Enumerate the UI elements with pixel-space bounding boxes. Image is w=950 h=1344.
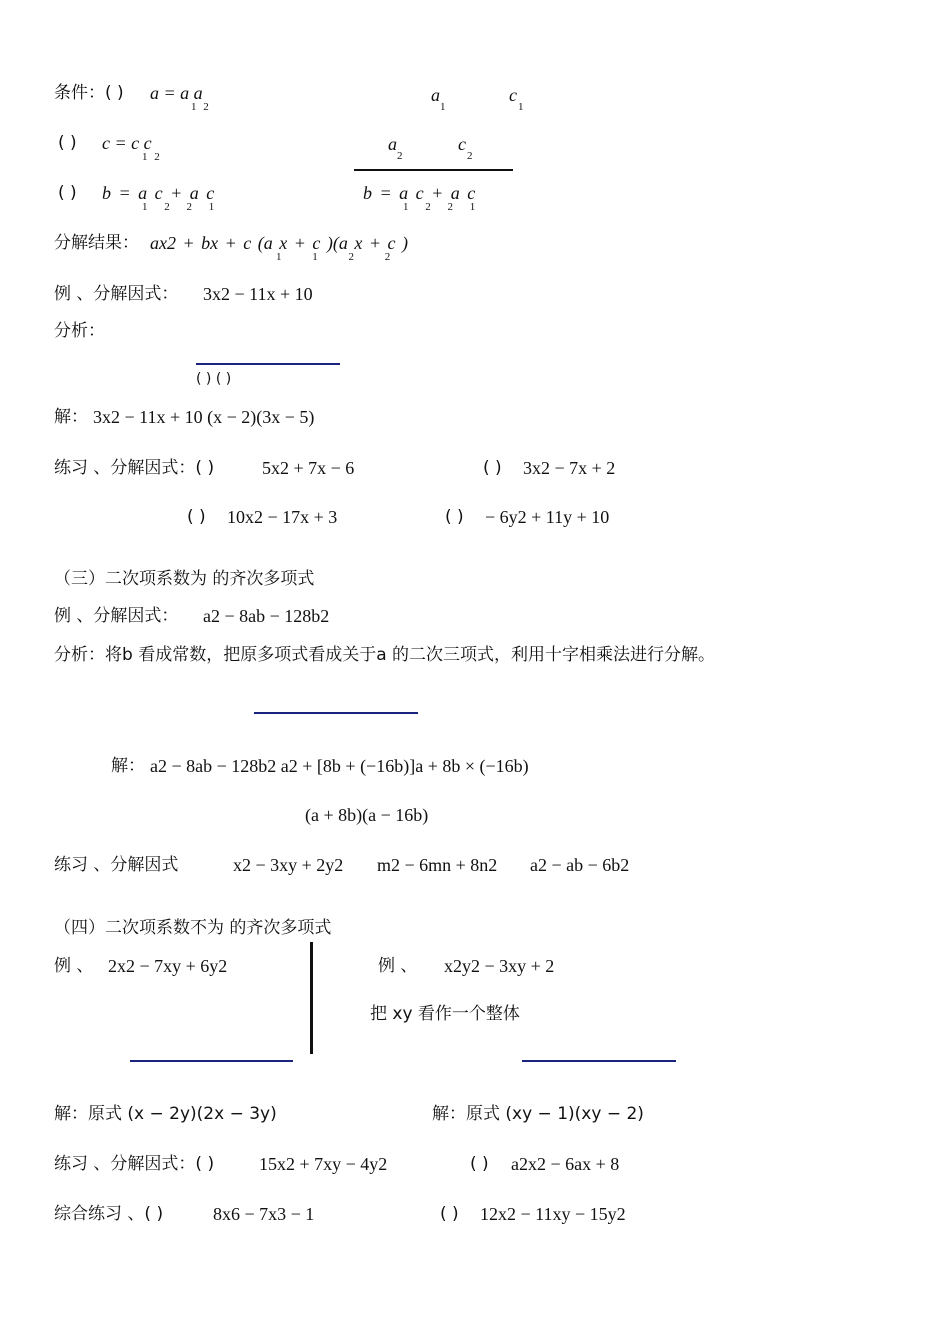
cross-parentheses: ( ) ( ) — [196, 371, 232, 387]
section-4-practice-label: 练习 、分解因式：( ) — [54, 1154, 215, 1174]
section-4-divider — [310, 942, 313, 1054]
condition-2-paren: ( ) — [58, 133, 77, 153]
result-expression: ax2 + bx + c (a x + c )(a x + c ) — [150, 233, 408, 253]
section-4-example-a-label: 例 、 — [54, 956, 94, 976]
condition-label: 条件：( ) — [54, 83, 124, 103]
cross-a2-sub: 2 — [397, 150, 403, 162]
result-subscripts: 1 1 2 2 — [276, 251, 391, 263]
practice-1-item-2: 3x2 − 7x + 2 — [523, 458, 616, 478]
section-4-example-a-expression: 2x2 − 7xy + 6y2 — [108, 956, 228, 976]
section-3-analysis: 分析：将b 看成常数，把原多项式看成关于a 的二次三项式，利用十字相乘法进行分解。 — [54, 645, 716, 665]
condition-3-paren: ( ) — [58, 183, 77, 203]
section-3-example-label: 例 、分解因式： — [54, 606, 179, 626]
solution-expression: 3x2 − 11x + 10 (x − 2)(3x − 5) — [93, 407, 315, 427]
condition-formula-a-subscripts: 1 2 — [191, 101, 209, 113]
condition-formula-b: b = a c + a c — [102, 183, 215, 203]
practice-1-paren-3: ( ) — [187, 507, 206, 527]
section-3-solution-label: 解： — [111, 756, 145, 776]
cross-a1: a — [431, 85, 440, 105]
section-4-practice-2: a2x2 − 6ax + 8 — [511, 1154, 620, 1174]
section-4-example-b-expression: x2y2 − 3xy + 2 — [444, 956, 555, 976]
practice-1-paren-4: ( ) — [445, 507, 464, 527]
section-4-title: （四）二次项系数不为 的齐次多项式 — [54, 918, 332, 938]
section-3-practice-3: a2 − ab − 6b2 — [530, 855, 630, 875]
section-4-solution-a: 解：原式 (x − 2y)(2x − 3y) — [54, 1104, 277, 1124]
section-3-solution-line-1: a2 − 8ab − 128b2 a2 + [8b + (−16b)]a + 8b × (−16b) — [150, 756, 529, 776]
section-3-practice-label: 练习 、分解因式 — [54, 855, 179, 875]
section-3-solution-line-2: (a + 8b)(a − 16b) — [305, 805, 429, 825]
practice-1-paren-2: ( ) — [483, 458, 502, 478]
cross-line-blue — [196, 363, 340, 365]
solution-label: 解： — [54, 407, 88, 427]
condition-formula-a: a = a a — [150, 83, 203, 103]
cross-c2-sub: 2 — [467, 150, 473, 162]
comprehensive-practice-1: 8x6 − 7x3 − 1 — [213, 1204, 315, 1224]
result-label: 分解结果： — [54, 233, 139, 253]
condition-formula-c: c = c c — [102, 133, 152, 153]
section-3-practice-1: x2 − 3xy + 2y2 — [233, 855, 344, 875]
practice-1-item-4: − 6y2 + 11y + 10 — [485, 507, 610, 527]
cross-a2: a — [388, 134, 397, 154]
section-4-cross-line-a — [130, 1060, 293, 1062]
section-3-practice-2: m2 − 6mn + 8n2 — [377, 855, 498, 875]
section-4-cross-line-b — [522, 1060, 676, 1062]
section-3-cross-line — [254, 712, 418, 714]
section-3-example-expression: a2 − 8ab − 128b2 — [203, 606, 330, 626]
section-4-practice-1: 15x2 + 7xy − 4y2 — [259, 1154, 388, 1174]
cross-c1-sub: 1 — [518, 101, 524, 113]
comprehensive-practice-paren-2: ( ) — [440, 1204, 459, 1224]
section-4-example-b-note: 把 xy 看作一个整体 — [370, 1004, 520, 1024]
practice-1-item-3: 10x2 − 17x + 3 — [227, 507, 338, 527]
practice-1-item-1: 5x2 + 7x − 6 — [262, 458, 355, 478]
section-3-title: （三）二次项系数为 的齐次多项式 — [54, 569, 315, 589]
cross-a1-sub: 1 — [440, 101, 446, 113]
condition-formula-b-subscripts: 1 2 2 1 — [142, 201, 215, 213]
example-1-expression: 3x2 − 11x + 10 — [203, 284, 313, 304]
example-1-label: 例 、分解因式： — [54, 284, 179, 304]
cross-c2: c — [458, 134, 466, 154]
practice-1-label: 练习 、分解因式：( ) — [54, 458, 215, 478]
condition-formula-c-subscripts: 1 2 — [142, 151, 160, 163]
section-4-solution-b: 解：原式 (xy − 1)(xy − 2) — [432, 1104, 644, 1124]
section-4-practice-paren-2: ( ) — [470, 1154, 489, 1174]
cross-c1: c — [509, 85, 517, 105]
analysis-label: 分析： — [54, 321, 105, 341]
comprehensive-practice-2: 12x2 − 11xy − 15y2 — [480, 1204, 626, 1224]
comprehensive-practice-label: 综合练习 、( ) — [54, 1204, 164, 1224]
cross-divider-line — [354, 169, 513, 171]
cross-b-expression: b = a c + a c — [363, 183, 476, 203]
section-4-example-b-label: 例 、 — [378, 956, 418, 976]
cross-b-subscripts: 1 2 2 1 — [403, 201, 476, 213]
